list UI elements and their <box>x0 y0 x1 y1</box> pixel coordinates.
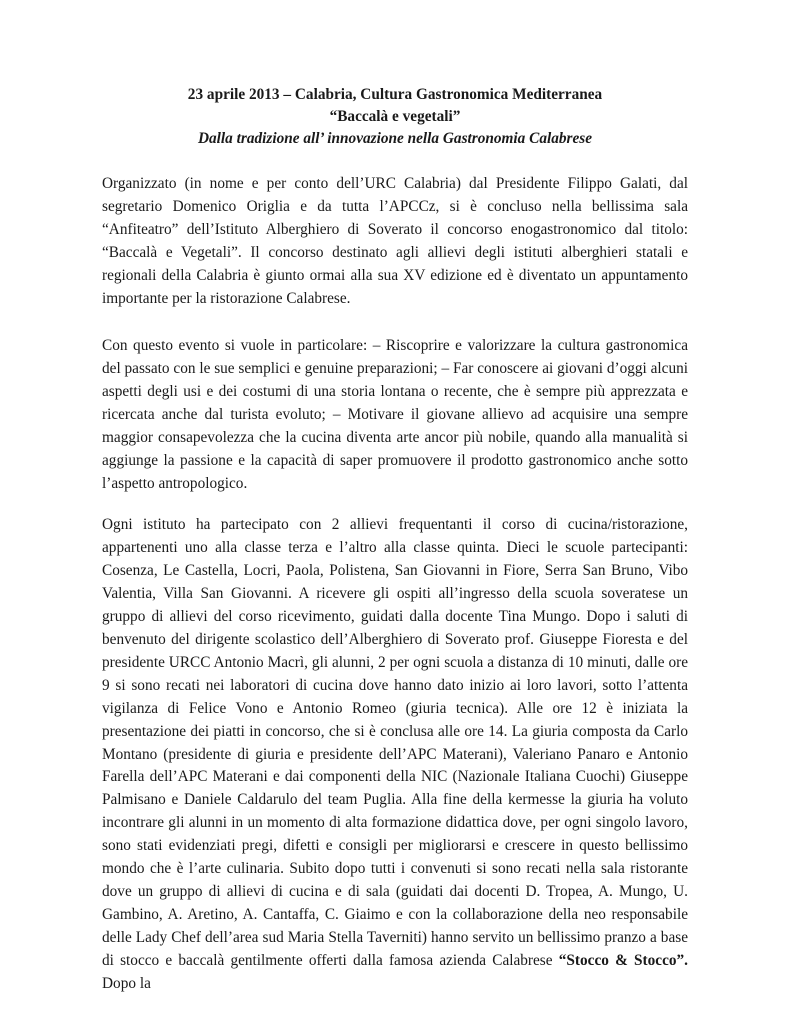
document-header <box>102 84 688 150</box>
sponsor-name: “Stocco & Stocco”. <box>558 952 689 970</box>
document-title: 23 aprile 2013 – Calabria, Cultura Gastronomica Mediterranea <box>187 86 603 103</box>
document-title-theme: “Baccalà e vegetali” <box>329 108 461 125</box>
paragraph-event-text: Ogni istituto ha partecipato con 2 allievi frequentanti il corso di cucina/ristorazione, appartenenti uno alla classe terza e l’altro alla classe quinta. Dieci le scuole partecipanti: Cosenza, Le Castella, Locri, Paola, Polistena, San Giovanni in Fiore, Serra San Bruno, Vibo Valentia, Villa San Giovanni. A ricevere gli ospiti all’ingresso della scuola soveratese un gruppo di allievi del corso ricevimento, guidati dalla docente Tina Mungo. Dopo i saluti di benvenuto del dirigente scolastico dell’Alberghiero di Soverato prof. Giuseppe Fioresta e del presidente URCC Antonio Macrì, gli alunni, 2 per ogni scuola a distanza di 10 minuti, dalle ore 9 si sono recati nei laboratori di cucina dove hanno dato inizio ai loro lavori, sotto l’attenta vigilanza di Felice Vono e Antonio Romeo (giuria tecnica). Alle ore 12 è iniziata la presentazione dei piatti in concorso, che si è conclusa alle ore 14. La giuria composta da Carlo Montano (presidente di giuria e presidente dell’APC Materani), Valeriano Panaro e Antonio Farella dell’APC Materani e dai componenti della NIC (Nazionale Italiana Cuochi) Giuseppe Palmisano e Daniele Caldarulo del team Puglia. Alla fine della kermesse la giuria ha voluto incontrare gli alunni in un momento di alta formazione didattica dove, per ogni singolo lavoro, sono stati evidenziati pregi, difetti e consigli per migliorarsi e crescere in questo bellissimo mondo che è l’arte culinaria. Subito dopo tutti i convenuti si sono recati nella sala ristorante dove un gruppo di allievi di cucina e di sala (guidati dai docenti D. Tropea, A. Mungo, U. Gambino, A. Aretino, A. Cantaffa, C. Giaimo e con la collaborazione della neo responsabile delle Lady Chef dell’area sud Maria Stella Taverniti) hanno servito un bellissimo pranzo a base di stocco e baccalà gentilmente offerti dalla famosa azienda Calabrese <box>102 516 688 970</box>
document-subtitle: Dalla tradizione all’ innovazione nella Gastronomia Calabrese <box>197 130 593 147</box>
paragraph-goals: Con questo evento si vuole in particolare: – Riscoprire e valorizzare la cultura gastronomica del passato con le sue semplici e genuine preparazioni; – Far conoscere ai giovani d’oggi alcuni aspetti degli usi e dei costumi di una storia lontana o recente, che è sempre più apprezzata e ricercata anche dal turista evoluto; – Motivare il giovane allievo ad acquisire una sempre maggior consapevolezza che la cucina diventa arte ancor più nobile, quando alla manualità si aggiunge la passione e la capacità di saper promuovere il prodotto gastronomico anche sotto l’aspetto antropologico. <box>102 337 688 492</box>
paragraph-intro: Organizzato (in nome e per conto dell’URC Calabria) dal Presidente Filippo Galati, dal segretario Domenico Origlia e da tutta l’APCCz, si è concluso nella bellissima sala “Anfiteatro” dell’Istituto Alberghiero di Soverato il concorso enogastronomico dal titolo: “Baccalà e Vegetali”. Il concorso destinato agli allievi degli istituti alberghieri statali e regionali della Calabria è giunto ormai alla sua XV edizione ed è diventato un appuntamento importante per la ristorazione Calabrese. <box>102 175 688 307</box>
paragraph-event-details <box>102 514 688 996</box>
paragraph-event-continuation: Dopo la <box>102 975 151 993</box>
